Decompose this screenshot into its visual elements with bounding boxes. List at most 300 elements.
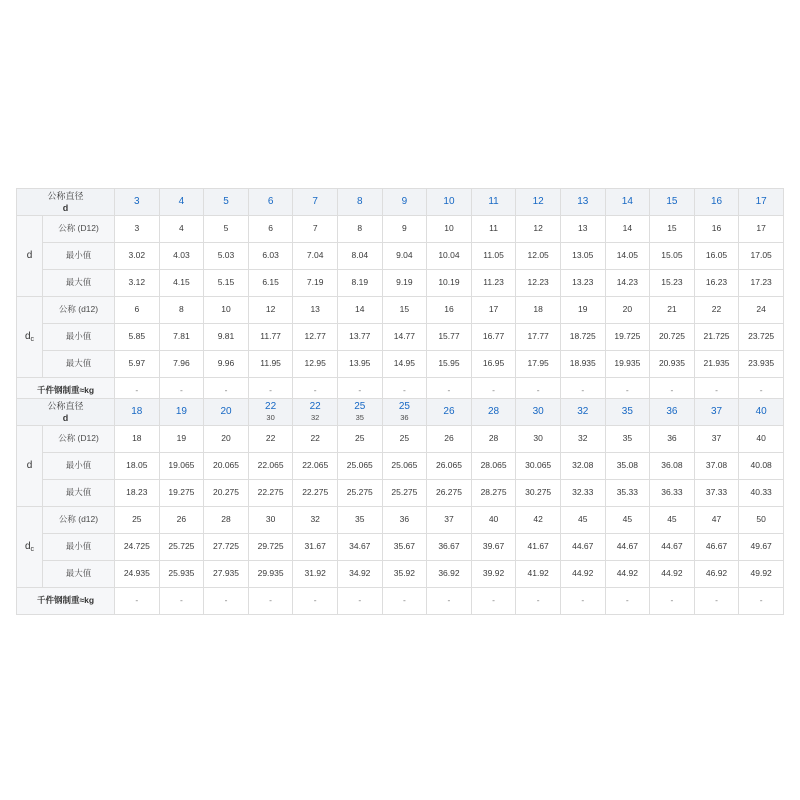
column-header-value: 35 — [621, 406, 633, 418]
table-cell: 25 — [337, 426, 382, 453]
table-row — [17, 426, 784, 453]
table-cell: 32.33 — [560, 480, 605, 507]
column-header — [204, 399, 249, 426]
table-cell: 45 — [605, 507, 650, 534]
table-cell: 45 — [560, 507, 605, 534]
corner-label-top: 公称直径 — [47, 191, 84, 202]
column-header-value: 7 — [312, 196, 318, 208]
table-cell: 25.275 — [382, 480, 427, 507]
column-header-value: 40 — [755, 406, 767, 418]
table-row — [17, 243, 784, 270]
spec-table — [16, 398, 784, 615]
table-cell: 18.725 — [560, 324, 605, 351]
table-cell: 20 — [605, 297, 650, 324]
column-header — [471, 399, 516, 426]
table-cell: 7.19 — [293, 270, 338, 297]
table-cell: 11 — [471, 216, 516, 243]
row-header: 最大值 — [43, 561, 115, 588]
table-cell: 16.05 — [694, 243, 739, 270]
table-cell: 20.935 — [650, 351, 695, 378]
table-cell: 39.92 — [471, 561, 516, 588]
table-cell: 22 — [293, 426, 338, 453]
footer-cell: - — [739, 588, 784, 615]
table-cell: 12.95 — [293, 351, 338, 378]
column-header — [739, 189, 784, 216]
table-cell: 7.81 — [159, 324, 204, 351]
footer-cell: - — [293, 588, 338, 615]
footer-cell: - — [516, 588, 561, 615]
table-cell: 15 — [382, 297, 427, 324]
table-cell: 6.15 — [248, 270, 293, 297]
footer-cell: - — [337, 588, 382, 615]
table-cell: 11.95 — [248, 351, 293, 378]
row-header: 最小值 — [43, 243, 115, 270]
footer-cell: - — [204, 588, 249, 615]
table-cell: 18 — [516, 297, 561, 324]
table-cell: 22.065 — [248, 453, 293, 480]
footer-cell: - — [427, 378, 472, 405]
table-cell: 16 — [427, 297, 472, 324]
table-row — [17, 324, 784, 351]
table-cell: 20.065 — [204, 453, 249, 480]
footer-cell: - — [694, 588, 739, 615]
footer-cell: - — [159, 378, 204, 405]
table-cell: 26 — [427, 426, 472, 453]
header-corner-label — [17, 189, 115, 216]
table-row — [17, 351, 784, 378]
column-header — [516, 399, 561, 426]
table-cell: 50 — [739, 507, 784, 534]
table-cell: 34.67 — [337, 534, 382, 561]
table-cell: 40.08 — [739, 453, 784, 480]
table-cell: 40 — [739, 426, 784, 453]
table-cell: 10 — [427, 216, 472, 243]
table-cell: 25 — [382, 426, 427, 453]
group-label — [17, 297, 43, 378]
row-header: 公称 (D12) — [43, 426, 115, 453]
footer-cell: - — [204, 378, 249, 405]
table-cell: 25.725 — [159, 534, 204, 561]
table-cell: 13.05 — [560, 243, 605, 270]
column-header-secondary: 32 — [311, 412, 320, 422]
table-cell: 10.19 — [427, 270, 472, 297]
group-label — [17, 507, 43, 588]
row-header: 最小值 — [43, 324, 115, 351]
table-cell: 6 — [115, 297, 160, 324]
column-header-value: 16 — [710, 196, 723, 208]
table-cell: 31.92 — [293, 561, 338, 588]
table-row — [17, 297, 784, 324]
column-header-value: 28 — [488, 406, 500, 418]
table-cell: 24.725 — [115, 534, 160, 561]
table-cell: 9.19 — [382, 270, 427, 297]
table-cell: 12.77 — [293, 324, 338, 351]
column-header — [471, 189, 516, 216]
table-cell: 44.67 — [650, 534, 695, 561]
table-cell: 18.05 — [115, 453, 160, 480]
table-cell: 36.67 — [427, 534, 472, 561]
column-header — [382, 399, 427, 426]
group-label-text: d — [24, 541, 31, 553]
table-cell: 20 — [204, 426, 249, 453]
table-cell: 9.96 — [204, 351, 249, 378]
table-cell: 37 — [427, 507, 472, 534]
column-header-value: 14 — [621, 196, 633, 208]
table-cell: 28.065 — [471, 453, 516, 480]
column-header — [694, 399, 739, 426]
table-cell: 26 — [159, 507, 204, 534]
table-header-row — [17, 399, 784, 426]
table-cell: 32 — [560, 426, 605, 453]
column-header — [739, 399, 784, 426]
table-cell: 29.935 — [248, 561, 293, 588]
table-cell: 19 — [560, 297, 605, 324]
footer-cell: - — [516, 378, 561, 405]
table-cell: 35.67 — [382, 534, 427, 561]
row-header: 最大值 — [43, 480, 115, 507]
table-row — [17, 561, 784, 588]
table-cell: 46.92 — [694, 561, 739, 588]
table-cell: 49.92 — [739, 561, 784, 588]
table-cell: 9.81 — [204, 324, 249, 351]
footer-cell: - — [115, 588, 160, 615]
corner-label-top: 公称直径 — [47, 401, 84, 412]
footer-row-header: 千件钢制重≈kg — [17, 378, 115, 405]
table-cell: 44.92 — [605, 561, 650, 588]
table-cell: 5.15 — [204, 270, 249, 297]
table-cell: 25.275 — [337, 480, 382, 507]
row-header: 最大值 — [43, 351, 115, 378]
table-cell: 19.275 — [159, 480, 204, 507]
table-cell: 35.33 — [605, 480, 650, 507]
table-cell: 21 — [650, 297, 695, 324]
row-header: 公称 (d12) — [43, 297, 115, 324]
table-cell: 18.935 — [560, 351, 605, 378]
table-cell: 29.725 — [248, 534, 293, 561]
table-cell: 34.92 — [337, 561, 382, 588]
table-cell: 6 — [248, 216, 293, 243]
table-cell: 44.67 — [605, 534, 650, 561]
table-cell: 20.725 — [650, 324, 695, 351]
table-row — [17, 480, 784, 507]
table-row — [17, 534, 784, 561]
table-cell: 17 — [739, 216, 784, 243]
footer-cell: - — [739, 378, 784, 405]
table-cell: 21.935 — [694, 351, 739, 378]
table-cell: 49.67 — [739, 534, 784, 561]
column-header — [605, 399, 650, 426]
table-cell: 37.33 — [694, 480, 739, 507]
table-cell: 16.95 — [471, 351, 516, 378]
table-cell: 3 — [115, 216, 160, 243]
column-header-value: 10 — [443, 196, 455, 208]
table-row — [17, 216, 784, 243]
column-header — [115, 189, 160, 216]
table-cell: 16.23 — [694, 270, 739, 297]
table-cell: 14.77 — [382, 324, 427, 351]
table-cell: 17 — [471, 297, 516, 324]
table-cell: 5.03 — [204, 243, 249, 270]
table-cell: 13 — [560, 216, 605, 243]
column-header-value: 22 — [265, 401, 277, 413]
table-cell: 24.935 — [115, 561, 160, 588]
table-cell: 25.065 — [337, 453, 382, 480]
table-cell: 39.67 — [471, 534, 516, 561]
table-cell: 25.065 — [382, 453, 427, 480]
table-cell: 9.04 — [382, 243, 427, 270]
table-cell: 28.275 — [471, 480, 516, 507]
column-header-secondary: 35 — [355, 412, 364, 422]
column-header-value: 26 — [443, 406, 455, 418]
table-cell: 5.85 — [115, 324, 160, 351]
header-corner-label — [17, 399, 115, 426]
footer-cell: - — [115, 378, 160, 405]
table-cell: 40 — [471, 507, 516, 534]
table-cell: 9 — [382, 216, 427, 243]
column-header-secondary: 36 — [400, 412, 409, 422]
table-cell: 16 — [694, 216, 739, 243]
table-cell: 12 — [248, 297, 293, 324]
footer-cell: - — [650, 378, 695, 405]
spec-table-block-2 — [16, 398, 784, 615]
spec-table — [16, 188, 784, 405]
footer-cell: - — [694, 378, 739, 405]
table-cell: 8.04 — [337, 243, 382, 270]
column-header — [293, 189, 338, 216]
table-cell: 35 — [337, 507, 382, 534]
group-label — [17, 426, 43, 507]
table-cell: 13.95 — [337, 351, 382, 378]
corner-label-bottom: d — [62, 202, 69, 213]
table-cell: 25 — [115, 507, 160, 534]
table-cell: 46.67 — [694, 534, 739, 561]
row-header: 最小值 — [43, 534, 115, 561]
column-header — [159, 399, 204, 426]
table-cell: 14.05 — [605, 243, 650, 270]
column-header — [560, 399, 605, 426]
column-header — [427, 399, 472, 426]
footer-cell: - — [337, 378, 382, 405]
table-cell: 42 — [516, 507, 561, 534]
table-cell: 30 — [516, 426, 561, 453]
column-header-value: 13 — [577, 196, 589, 208]
column-header — [293, 399, 338, 426]
footer-cell: - — [471, 588, 516, 615]
table-cell: 35 — [605, 426, 650, 453]
column-header — [694, 189, 739, 216]
table-cell: 28 — [471, 426, 516, 453]
table-cell: 4.15 — [159, 270, 204, 297]
table-cell: 11.23 — [471, 270, 516, 297]
table-cell: 14 — [337, 297, 382, 324]
footer-cell: - — [382, 588, 427, 615]
group-label-subscript: c — [30, 546, 35, 554]
table-cell: 19 — [159, 426, 204, 453]
column-header — [427, 189, 472, 216]
column-header-value: 11 — [488, 196, 499, 208]
table-cell: 14 — [605, 216, 650, 243]
column-header-value: 15 — [666, 196, 678, 208]
column-header — [248, 399, 293, 426]
table-cell: 12 — [516, 216, 561, 243]
table-cell: 27.935 — [204, 561, 249, 588]
footer-cell: - — [293, 378, 338, 405]
column-header-value: 6 — [267, 196, 274, 208]
footer-cell: - — [471, 378, 516, 405]
table-cell: 22 — [694, 297, 739, 324]
table-cell: 10.04 — [427, 243, 472, 270]
table-cell: 12.23 — [516, 270, 561, 297]
column-header — [516, 189, 561, 216]
table-cell: 14.95 — [382, 351, 427, 378]
table-cell: 44.92 — [560, 561, 605, 588]
table-cell: 17.05 — [739, 243, 784, 270]
footer-cell: - — [560, 588, 605, 615]
table-cell: 32.08 — [560, 453, 605, 480]
footer-cell: - — [159, 588, 204, 615]
table-cell: 36 — [650, 426, 695, 453]
table-cell: 10 — [204, 297, 249, 324]
row-header: 公称 (d12) — [43, 507, 115, 534]
row-header: 最小值 — [43, 453, 115, 480]
footer-cell: - — [650, 588, 695, 615]
table-cell: 41.92 — [516, 561, 561, 588]
column-header — [650, 189, 695, 216]
table-cell: 15.23 — [650, 270, 695, 297]
group-label-subscript: c — [30, 336, 35, 344]
footer-cell: - — [605, 378, 650, 405]
column-header-value: 12 — [532, 196, 544, 208]
table-cell: 3.02 — [115, 243, 160, 270]
column-header-value: 25 — [398, 401, 410, 413]
table-cell: 7.96 — [159, 351, 204, 378]
table-cell: 8 — [337, 216, 382, 243]
table-row — [17, 507, 784, 534]
column-header-value: 32 — [577, 406, 589, 418]
table-cell: 35.92 — [382, 561, 427, 588]
table-cell: 35.08 — [605, 453, 650, 480]
column-header — [560, 189, 605, 216]
group-label-text: d — [26, 250, 33, 262]
footer-cell: - — [427, 588, 472, 615]
table-cell: 30.275 — [516, 480, 561, 507]
table-cell: 17.77 — [516, 324, 561, 351]
table-cell: 25.935 — [159, 561, 204, 588]
column-header-value: 18 — [131, 406, 143, 418]
column-header-value: 36 — [666, 406, 678, 418]
footer-cell: - — [560, 378, 605, 405]
table-cell: 21.725 — [694, 324, 739, 351]
footer-cell: - — [605, 588, 650, 615]
table-cell: 22.275 — [293, 480, 338, 507]
column-header-value: 3 — [134, 196, 140, 208]
table-cell: 45 — [650, 507, 695, 534]
table-cell: 18 — [115, 426, 160, 453]
table-cell: 3.12 — [115, 270, 160, 297]
table-cell: 6.03 — [248, 243, 293, 270]
table-cell: 36.33 — [650, 480, 695, 507]
table-cell: 27.725 — [204, 534, 249, 561]
table-cell: 19.935 — [605, 351, 650, 378]
column-header — [204, 189, 249, 216]
table-header-row — [17, 189, 784, 216]
table-cell: 20.275 — [204, 480, 249, 507]
corner-label-bottom: d — [62, 412, 69, 423]
footer-cell: - — [382, 378, 427, 405]
table-cell: 11.05 — [471, 243, 516, 270]
table-cell: 14.23 — [605, 270, 650, 297]
table-cell: 15.77 — [427, 324, 472, 351]
table-cell: 19.065 — [159, 453, 204, 480]
table-cell: 37 — [694, 426, 739, 453]
table-cell: 13.77 — [337, 324, 382, 351]
table-cell: 4.03 — [159, 243, 204, 270]
column-header — [337, 189, 382, 216]
table-cell: 7.04 — [293, 243, 338, 270]
column-header-value: 5 — [223, 196, 229, 208]
column-header-secondary: 30 — [266, 412, 275, 422]
table-row — [17, 453, 784, 480]
column-header-value: 37 — [710, 406, 723, 418]
column-header-value: 9 — [401, 196, 408, 208]
column-header — [337, 399, 382, 426]
table-cell: 41.67 — [516, 534, 561, 561]
table-cell: 17.23 — [739, 270, 784, 297]
table-cell: 26.275 — [427, 480, 472, 507]
column-header — [248, 189, 293, 216]
column-header-value: 8 — [357, 196, 363, 208]
footer-row-header: 千件钢制重≈kg — [17, 588, 115, 615]
group-label-text: d — [24, 331, 31, 343]
table-cell: 7 — [293, 216, 338, 243]
footer-cell: - — [248, 588, 293, 615]
column-header — [605, 189, 650, 216]
table-cell: 4 — [159, 216, 204, 243]
table-cell: 22.065 — [293, 453, 338, 480]
table-footer-row — [17, 588, 784, 615]
group-label — [17, 216, 43, 297]
column-header — [382, 189, 427, 216]
column-header-value: 30 — [532, 406, 544, 418]
table-row — [17, 270, 784, 297]
row-header: 最大值 — [43, 270, 115, 297]
table-cell: 32 — [293, 507, 338, 534]
table-cell: 47 — [694, 507, 739, 534]
group-label-text: d — [26, 460, 33, 472]
table-cell: 44.67 — [560, 534, 605, 561]
table-cell: 44.92 — [650, 561, 695, 588]
column-header-value: 4 — [178, 196, 185, 208]
table-cell: 8.19 — [337, 270, 382, 297]
table-cell: 28 — [204, 507, 249, 534]
table-cell: 36.92 — [427, 561, 472, 588]
column-header-value: 19 — [175, 406, 187, 418]
table-cell: 37.08 — [694, 453, 739, 480]
table-cell: 31.67 — [293, 534, 338, 561]
table-cell: 11.77 — [248, 324, 293, 351]
table-cell: 36.08 — [650, 453, 695, 480]
table-cell: 18.23 — [115, 480, 160, 507]
table-cell: 40.33 — [739, 480, 784, 507]
table-cell: 30 — [248, 507, 293, 534]
table-cell: 5.97 — [115, 351, 160, 378]
table-cell: 17.95 — [516, 351, 561, 378]
spec-table-block-1 — [16, 188, 784, 405]
column-header-value: 17 — [755, 196, 767, 208]
table-cell: 22 — [248, 426, 293, 453]
table-cell: 12.05 — [516, 243, 561, 270]
table-cell: 15.95 — [427, 351, 472, 378]
